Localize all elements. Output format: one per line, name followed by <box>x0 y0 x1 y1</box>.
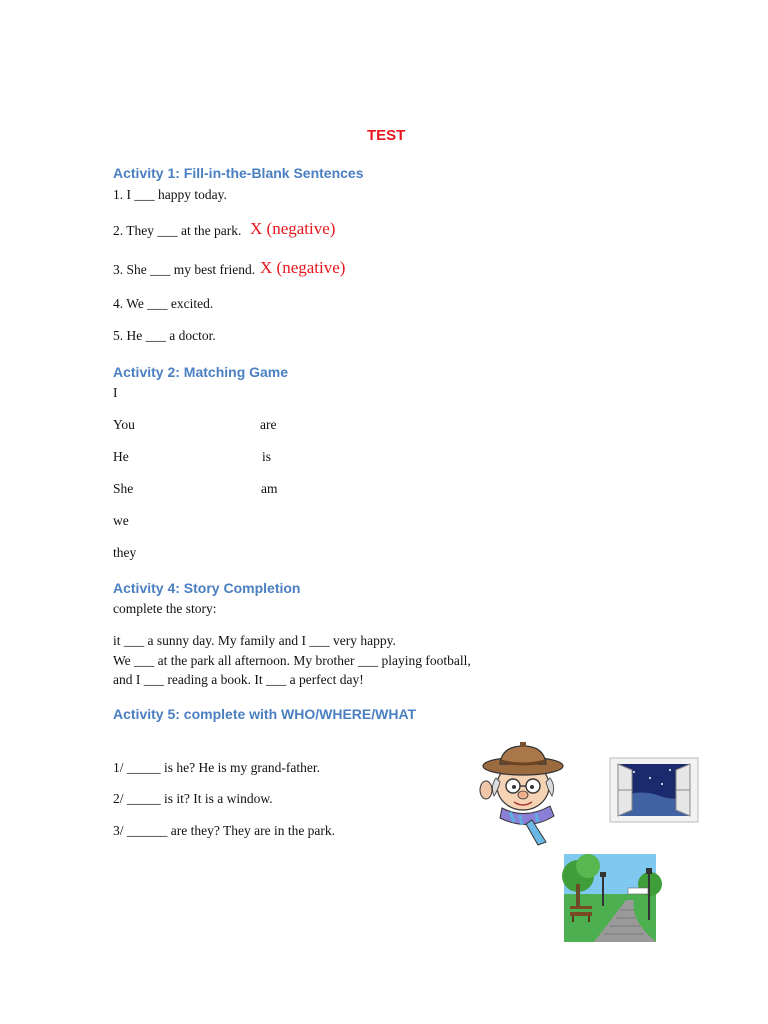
pronoun-we: we <box>113 513 129 528</box>
story-line-3: and I ___ reading a book. It ___ a perfect day! <box>113 672 364 687</box>
activity4-instruction: complete the story: <box>113 601 217 616</box>
park-image <box>564 854 656 942</box>
activity1-heading: Activity 1: Fill-in-the-Blank Sentences <box>113 165 364 181</box>
activity1-item-3: 3. She ___ my best friend. <box>113 262 256 277</box>
verb-is: is <box>262 449 272 464</box>
activity1-item-5: 5. He ___ a doctor. <box>113 328 216 343</box>
pronoun-you: You <box>113 417 135 432</box>
activity1-item-1: 1. I ___ happy today. <box>113 187 227 202</box>
verb-are: are <box>260 417 277 432</box>
pronoun-she: She <box>113 481 134 496</box>
activity5-item-2: 2/ _____ is it? It is a window. <box>113 791 273 806</box>
activity1-item-2: 2. They ___ at the park. <box>113 223 242 238</box>
grandfather-image <box>480 742 566 846</box>
negative-marker-3: X (negative) <box>260 258 346 277</box>
activity5-heading: Activity 5: complete with WHO/WHERE/WHAT <box>113 706 417 722</box>
activity5-item-3: 3/ ______ are they? They are in the park. <box>113 823 336 838</box>
window-image <box>610 758 698 822</box>
pronoun-he: He <box>113 449 129 464</box>
story-line-2: We ___ at the park all afternoon. My brother ___ playing football, <box>113 653 471 668</box>
page-title: TEST <box>367 127 406 144</box>
verb-am: am <box>261 481 278 496</box>
activity1-item-4: 4. We ___ excited. <box>113 296 214 311</box>
negative-marker-2: X (negative) <box>250 219 336 238</box>
activity2-heading: Activity 2: Matching Game <box>113 364 289 380</box>
pronoun-i: I <box>113 385 118 400</box>
activity4-heading: Activity 4: Story Completion <box>113 580 301 596</box>
activity5-item-1: 1/ _____ is he? He is my grand-father. <box>113 760 320 775</box>
pronoun-they: they <box>113 545 137 560</box>
story-line-1: it ___ a sunny day. My family and I ___ very happy. <box>113 633 396 648</box>
